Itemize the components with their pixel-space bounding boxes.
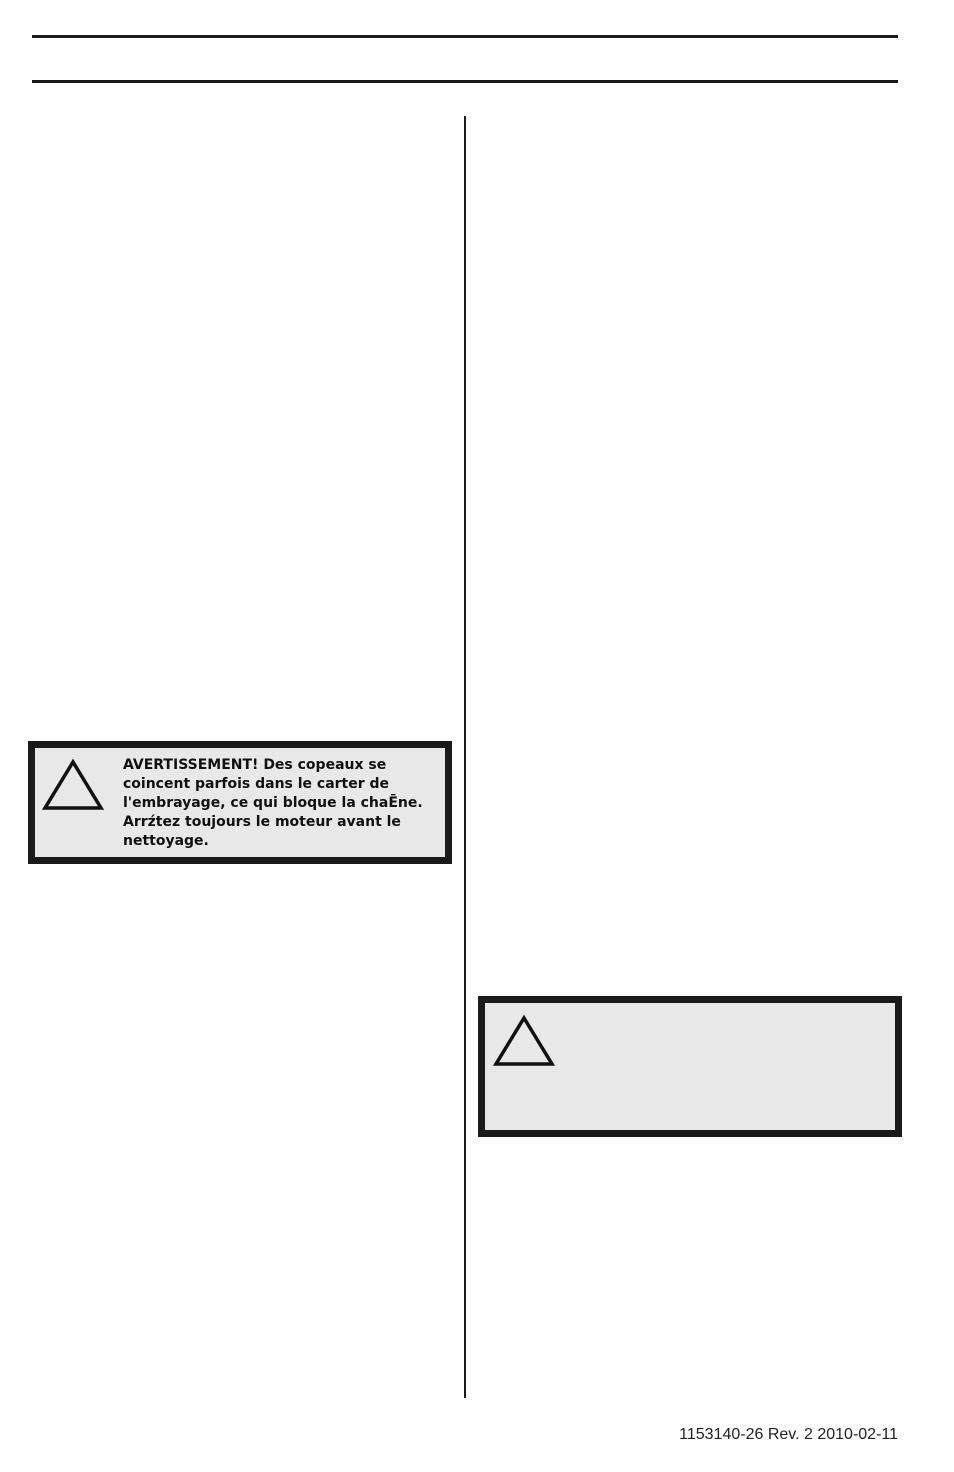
warning-box-clutch	[28, 741, 452, 864]
warning-box-empty	[478, 996, 902, 1137]
header-rule-bottom	[32, 80, 898, 83]
warning-text	[123, 756, 428, 851]
warning-triangle-icon	[41, 757, 105, 813]
document-code: 1153140-26 Rev. 2 2010-02-11	[679, 1426, 898, 1443]
column-divider	[464, 116, 466, 1398]
warning-line: coincent parfois dans le carter de	[123, 776, 390, 792]
warning-line: AVERTISSEMENT! Des copeaux se	[123, 757, 387, 773]
warning-line: nettoyage.	[123, 833, 209, 849]
header-rule-top	[32, 35, 898, 38]
warning-line: Arrźtez toujours le moteur avant le	[123, 814, 401, 830]
warning-triangle-icon	[492, 1013, 556, 1069]
warning-line: l'embrayage, ce qui bloque la chaĒne.	[123, 795, 423, 811]
